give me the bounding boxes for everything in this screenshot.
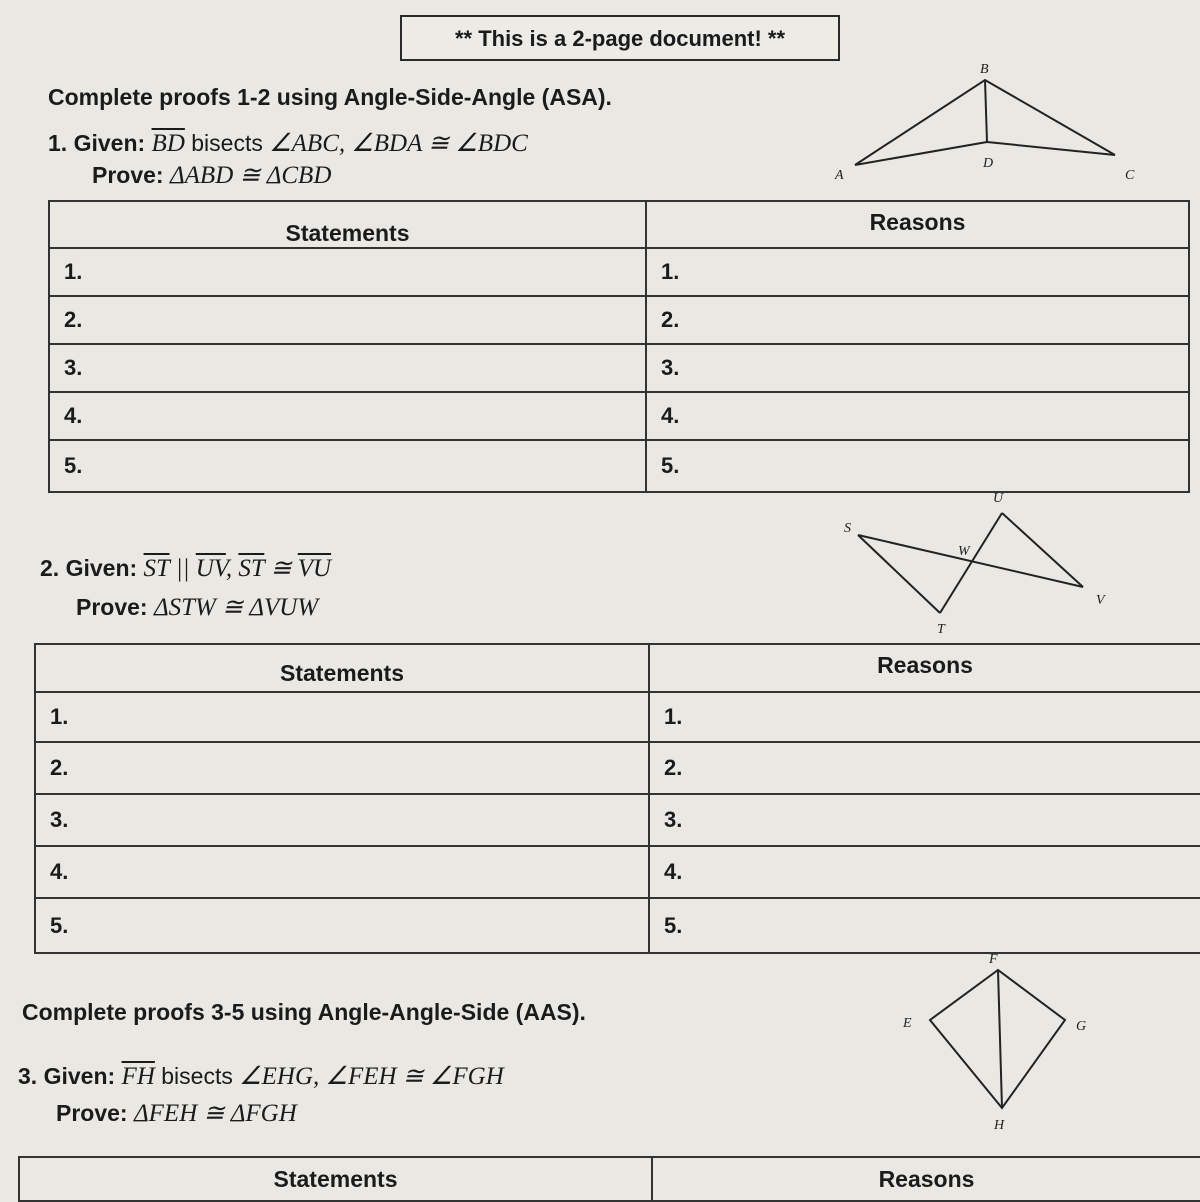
proof-table-1 [48, 200, 1190, 493]
vertex-label-f: F [989, 952, 998, 967]
problem-2-prove [76, 592, 318, 622]
table-header-row [19, 1157, 1200, 1201]
reason-cell[interactable]: 3. [649, 794, 1200, 846]
problem-number: 1. [48, 130, 68, 156]
reason-cell[interactable]: 2. [646, 296, 1189, 344]
reason-cell[interactable]: 5. [646, 440, 1189, 492]
vertex-label-w: W [958, 544, 970, 559]
parallel-symbol: || [169, 555, 196, 582]
triangle-abd-cbd-figure [820, 55, 1150, 190]
proof-table-3 [18, 1156, 1200, 1202]
vertex-label-a: A [835, 168, 844, 183]
statement-cell[interactable]: 3. [49, 344, 646, 392]
problem-3-prove [56, 1098, 297, 1128]
given-word: bisects [161, 1063, 233, 1089]
problem-1-prove [92, 160, 331, 190]
vertex-label-s: S [844, 521, 851, 536]
reason-cell[interactable]: 1. [649, 692, 1200, 742]
prove-statement: ΔABD ≅ ΔCBD [169, 162, 332, 189]
table-row [35, 794, 1200, 846]
proof-table-2 [34, 643, 1200, 954]
statement-cell[interactable]: 5. [35, 898, 649, 953]
given-segment: $\overline{FH}$ [121, 1063, 155, 1090]
kite-efgh-figure [890, 945, 1110, 1135]
reasons-header: Reasons [652, 1157, 1200, 1201]
prove-statement: ΔSTW ≅ ΔVUW [153, 594, 319, 621]
statement-cell[interactable]: 4. [35, 846, 649, 898]
problem-2-given [40, 553, 331, 583]
table-row [49, 248, 1189, 296]
statement-cell[interactable]: 2. [49, 296, 646, 344]
reasons-header: Reasons [646, 201, 1189, 248]
problem-number: 3. [18, 1063, 38, 1089]
reason-cell[interactable]: 3. [646, 344, 1189, 392]
statements-header: Statements [35, 644, 649, 692]
given-statement: ∠ABC, ∠BDA ≅ ∠BDC [269, 130, 528, 157]
problem-3-given [18, 1061, 504, 1091]
reason-cell[interactable]: 5. [649, 898, 1200, 953]
given-label: Given: [65, 555, 138, 581]
given-separator: , [225, 555, 239, 582]
table-row [49, 392, 1189, 440]
statement-cell[interactable]: 4. [49, 392, 646, 440]
vertex-label-v: V [1096, 593, 1105, 608]
prove-statement: ΔFEH ≅ ΔFGH [133, 1100, 297, 1127]
given-segment-st-2: $\overline{ST}$ [238, 555, 265, 582]
table-row [35, 742, 1200, 794]
reason-cell[interactable]: 4. [649, 846, 1200, 898]
given-segment-uv: $\overline{UV}$ [195, 555, 226, 582]
statement-cell[interactable]: 3. [35, 794, 649, 846]
table-header-row [35, 644, 1200, 692]
section-heading-aas: Complete proofs 3-5 using Angle-Angle-Side (AAS). [22, 999, 586, 1025]
prove-label: Prove: [56, 1100, 128, 1126]
triangles-stw-vuw-figure [830, 485, 1120, 645]
statement-cell[interactable]: 5. [49, 440, 646, 492]
reasons-header: Reasons [649, 644, 1200, 692]
section-heading-asa: Complete proofs 1-2 using Angle-Side-Angle (ASA). [48, 84, 612, 110]
reason-cell[interactable]: 4. [646, 392, 1189, 440]
vertex-label-c: C [1125, 168, 1135, 183]
two-page-note: ** This is a 2-page document! ** [400, 15, 840, 61]
prove-label: Prove: [76, 594, 148, 620]
given-segment: $\overline{BD}$ [151, 130, 185, 157]
vertex-label-g: G [1076, 1019, 1087, 1034]
table-header-row [49, 201, 1189, 248]
statement-cell[interactable]: 2. [35, 742, 649, 794]
given-label: Given: [73, 130, 146, 156]
vertex-label-h: H [994, 1118, 1005, 1133]
given-label: Given: [43, 1063, 116, 1089]
vertex-label-e: E [903, 1016, 912, 1031]
statement-cell[interactable]: 1. [35, 692, 649, 742]
prove-label: Prove: [92, 162, 164, 188]
given-segment-vu: $\overline{VU}$ [297, 555, 332, 582]
problem-1-given [48, 128, 528, 158]
vertex-label-b: B [980, 62, 989, 77]
table-row [35, 846, 1200, 898]
table-row [35, 692, 1200, 742]
statements-header: Statements [49, 201, 646, 248]
given-segment-st: $\overline{ST}$ [143, 555, 170, 582]
reason-cell[interactable]: 2. [649, 742, 1200, 794]
table-row [49, 344, 1189, 392]
vertex-label-d: D [983, 156, 994, 171]
table-row [49, 296, 1189, 344]
vertex-label-t: T [937, 622, 945, 637]
statement-cell[interactable]: 1. [49, 248, 646, 296]
vertex-label-u: U [993, 491, 1004, 506]
statements-header: Statements [19, 1157, 652, 1201]
given-word: bisects [191, 130, 263, 156]
given-statement: ∠EHG, ∠FEH ≅ ∠FGH [239, 1063, 504, 1090]
reason-cell[interactable]: 1. [646, 248, 1189, 296]
congruent-symbol: ≅ [264, 555, 298, 582]
problem-number: 2. [40, 555, 60, 581]
